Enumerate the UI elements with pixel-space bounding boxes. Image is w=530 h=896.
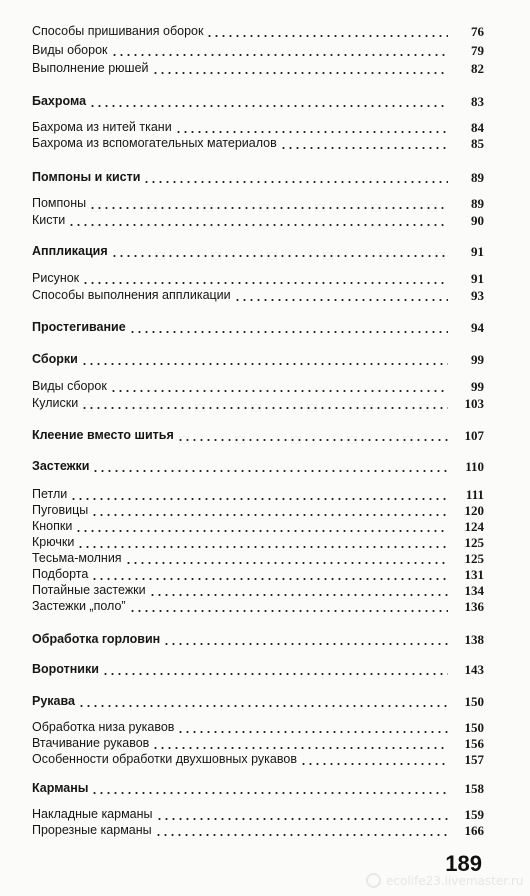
toc-entry [32,376,484,394]
section-page: 83 [471,94,484,109]
entry-title: Пуговицы [32,503,89,517]
entry-page: 99 [471,379,484,394]
entry-page: 85 [471,136,484,151]
watermark-text: ecolife23.livemaster.ru [386,873,524,888]
entry-title: Кулиски [32,396,79,410]
entry-title: Виды сборок [32,379,107,393]
section-page: 107 [464,428,484,443]
toc-section [32,317,484,335]
dot-leader [92,470,448,472]
entry-page: 156 [464,736,484,751]
toc-entry [32,393,484,411]
entry-title: Кнопки [32,519,73,533]
entry-page: 134 [464,583,484,598]
entry-page: 166 [464,823,484,838]
entry-title: Втачивание рукавов [32,736,150,750]
entry-page: 76 [471,24,484,39]
entry-title: Бахрома из вспомогательных материалов [32,136,277,150]
entry-page: 82 [471,61,484,76]
toc-entry [32,133,484,151]
entry-title: Виды оборок [32,43,108,57]
section-page: 94 [471,320,484,335]
dot-leader [81,407,448,409]
toc-section [32,778,484,796]
dot-leader [89,105,448,107]
section-title: Обработка горловин [32,632,161,646]
section-title: Простегивание [32,320,126,334]
toc-section [32,167,484,185]
entry-page: 91 [471,271,484,286]
section-page: 138 [464,632,484,647]
dot-leader [78,705,448,707]
dot-leader [129,331,448,333]
toc-section [32,456,484,474]
toc-section [32,241,484,259]
section-page: 91 [471,244,484,259]
toc-section [32,659,484,677]
livemaster-logo-icon [366,873,381,888]
toc-entry [32,268,484,286]
entry-page: 157 [464,752,484,767]
entry-title: Особенности обработки двухшовных рукавов [32,752,297,766]
toc-section [32,691,484,709]
section-page: 158 [464,781,484,796]
dot-leader [110,390,448,392]
entry-page: 159 [464,807,484,822]
entry-page: 89 [471,196,484,211]
dot-leader [89,207,448,209]
section-title: Аппликация [32,244,108,258]
toc-section [32,629,484,647]
section-title: Застежки [32,459,90,473]
entry-title: Петли [32,487,68,501]
entry-title: Потайные застежки [32,583,146,597]
dot-leader [102,673,448,675]
section-title: Сборки [32,352,78,366]
entry-page: 125 [464,535,484,550]
dot-leader [152,72,448,74]
entry-page: 150 [464,720,484,735]
dot-leader [155,834,448,836]
dot-leader [177,439,448,441]
section-page: 143 [464,662,484,677]
section-page: 150 [464,694,484,709]
toc-entry [32,58,484,76]
entry-title: Обработка низа рукавов [32,720,175,734]
entry-title: Кисти [32,213,66,227]
toc-section [32,91,484,109]
entry-page: 93 [471,288,484,303]
toc-entry [32,193,484,211]
dot-leader [111,255,448,257]
entry-title: Застежки „поло” [32,599,126,613]
entry-page: 111 [465,487,484,502]
entry-page: 84 [471,120,484,135]
watermark [366,873,523,888]
entry-title: Рисунок [32,271,80,285]
section-page: 110 [465,459,484,474]
dot-leader [234,299,448,301]
section-page: 99 [471,352,484,367]
dot-leader [111,54,448,56]
entry-title: Крючки [32,535,75,549]
dot-leader [81,363,448,365]
entry-title: Тесьма-молния [32,551,122,565]
dot-leader [280,147,448,149]
page-number: 189 [445,851,482,876]
section-title: Воротники [32,662,99,676]
entry-page: 103 [464,396,484,411]
entry-title: Бахрома из нитей ткани [32,120,172,134]
dot-leader [82,282,448,284]
section-title: Карманы [32,781,89,795]
entry-title: Прорезные карманы [32,823,152,837]
entry-title: Подборта [32,567,89,581]
entry-title: Помпоны [32,196,87,210]
entry-page: 90 [471,213,484,228]
entry-title: Способы пришивания оборок [32,24,204,38]
dot-leader [300,763,448,765]
entry-page: 125 [464,551,484,566]
toc-entry [32,40,484,58]
dot-leader [163,643,448,645]
toc-entry [32,210,484,228]
dot-leader [129,610,448,612]
toc-entry [32,21,484,39]
section-page: 89 [471,170,484,185]
section-title: Бахрома [32,94,87,108]
dot-leader [143,181,448,183]
entry-page: 124 [464,519,484,534]
entry-page: 131 [464,567,484,582]
toc-entry [32,749,484,767]
toc-section [32,349,484,367]
toc-section [32,425,484,443]
dot-leader [91,792,448,794]
section-title: Рукава [32,694,75,708]
toc-entry [32,820,484,838]
entry-page: 79 [471,43,484,58]
toc-entry [32,285,484,303]
dot-leader [206,35,448,37]
section-title: Помпоны и кисти [32,170,141,184]
section-title: Клеение вместо шитья [32,428,174,442]
entry-title: Накладные карманы [32,807,153,821]
entry-title: Выполнение рюшей [32,61,149,75]
dot-leader [68,224,448,226]
entry-page: 120 [464,503,484,518]
toc-entry [32,596,484,614]
entry-page: 136 [464,599,484,614]
entry-title: Способы выполнения аппликации [32,288,231,302]
